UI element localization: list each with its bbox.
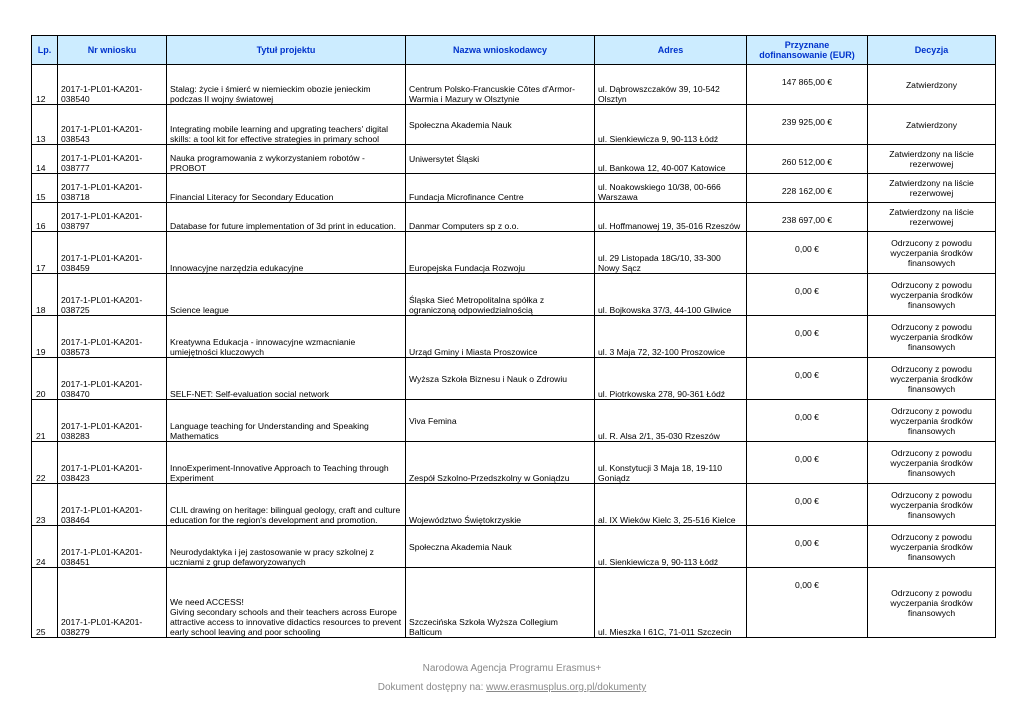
cell-title: Nauka programowania z wykorzystaniem robotów - PROBOT	[167, 145, 406, 174]
cell-address: ul. Hoffmanowej 19, 35-016 Rzeszów	[595, 203, 747, 232]
cell-title: Kreatywna Edukacja - innowacyjne wzmacnianie umiejętności kluczowych	[167, 316, 406, 358]
cell-lp: 18	[32, 274, 58, 316]
cell-nr: 2017-1-PL01-KA201-038718	[58, 174, 167, 203]
cell-amount: 0,00 €	[747, 442, 868, 484]
header-decision: Decyzja	[868, 36, 996, 65]
cell-amount: 147 865,00 €	[747, 65, 868, 105]
cell-decision: Odrzucony z powodu wyczerpania środków finansowych	[868, 400, 996, 442]
cell-title: Financial Literacy for Secondary Education	[167, 174, 406, 203]
table-header-row	[32, 36, 996, 65]
cell-amount: 0,00 €	[747, 358, 868, 400]
cell-decision: Odrzucony z powodu wyczerpania środków finansowych	[868, 358, 996, 400]
footer-document	[0, 681, 1024, 695]
footer-agency: Narodowa Agencja Programu Erasmus+	[422, 663, 602, 674]
cell-amount: 0,00 €	[747, 568, 868, 638]
cell-applicant: Centrum Polsko-Francuskie Côtes d'Armor-Warmia i Mazury w Olsztynie	[406, 65, 595, 105]
cell-nr: 2017-1-PL01-KA201-038540	[58, 65, 167, 105]
cell-applicant: Społeczna Akademia Nauk	[406, 526, 595, 568]
cell-amount: 228 162,00 €	[747, 174, 868, 203]
cell-lp: 13	[32, 105, 58, 145]
cell-title: Science league	[167, 274, 406, 316]
cell-amount: 0,00 €	[747, 526, 868, 568]
header-amount: Przyznane dofinansowanie (EUR)	[747, 36, 868, 65]
cell-title: InnoExperiment-Innovative Approach to Teaching through Experiment	[167, 442, 406, 484]
footer-prefix: Dokument dostępny na:	[377, 682, 487, 693]
cell-amount: 0,00 €	[747, 484, 868, 526]
cell-address: ul. Konstytucji 3 Maja 18, 19-110 Goniądz	[595, 442, 747, 484]
cell-lp: 22	[32, 442, 58, 484]
cell-amount: 260 512,00 €	[747, 145, 868, 174]
table-row	[32, 484, 996, 526]
table-row	[32, 400, 996, 442]
cell-applicant: Zespół Szkolno-Przedszkolny w Goniądzu	[406, 442, 595, 484]
table-row	[32, 568, 996, 638]
table-row	[32, 65, 996, 105]
cell-address: ul. Piotrkowska 278, 90-361 Łódź	[595, 358, 747, 400]
cell-decision: Zatwierdzony	[868, 105, 996, 145]
cell-applicant: Europejska Fundacja Rozwoju	[406, 232, 595, 274]
cell-decision: Zatwierdzony na liście rezerwowej	[868, 174, 996, 203]
cell-lp: 23	[32, 484, 58, 526]
cell-applicant: Śląska Sieć Metropolitalna spółka z ograniczoną odpowiedzialnością	[406, 274, 595, 316]
table-row	[32, 526, 996, 568]
cell-applicant: Viva Femina	[406, 400, 595, 442]
header-address: Adres	[595, 36, 747, 65]
cell-nr: 2017-1-PL01-KA201-038283	[58, 400, 167, 442]
cell-amount: 0,00 €	[747, 400, 868, 442]
cell-applicant: Województwo Świętokrzyskie	[406, 484, 595, 526]
cell-lp: 19	[32, 316, 58, 358]
cell-amount: 0,00 €	[747, 232, 868, 274]
table-row	[32, 232, 996, 274]
table-row	[32, 174, 996, 203]
cell-nr: 2017-1-PL01-KA201-038459	[58, 232, 167, 274]
cell-decision: Odrzucony z powodu wyczerpania środków finansowych	[868, 316, 996, 358]
cell-applicant: Szczecińska Szkoła Wyższa Collegium Balticum	[406, 568, 595, 638]
cell-lp: 15	[32, 174, 58, 203]
cell-decision: Odrzucony z powodu wyczerpania środków finansowych	[868, 232, 996, 274]
cell-address: ul. R. Alsa 2/1, 35-030 Rzeszów	[595, 400, 747, 442]
cell-address: ul. 3 Maja 72, 32-100 Proszowice	[595, 316, 747, 358]
cell-decision: Odrzucony z powodu wyczerpania środków finansowych	[868, 568, 996, 638]
cell-address: al. IX Wieków Kielc 3, 25-516 Kielce	[595, 484, 747, 526]
cell-applicant: Urząd Gminy i Miasta Proszowice	[406, 316, 595, 358]
cell-applicant: Uniwersytet Śląski	[406, 145, 595, 174]
header-applicant: Nazwa wnioskodawcy	[406, 36, 595, 65]
cell-nr: 2017-1-PL01-KA201-038464	[58, 484, 167, 526]
table-row	[32, 105, 996, 145]
cell-applicant: Społeczna Akademia Nauk	[406, 105, 595, 145]
cell-address: ul. Bankowa 12, 40-007 Katowice	[595, 145, 747, 174]
cell-nr: 2017-1-PL01-KA201-038451	[58, 526, 167, 568]
cell-decision: Odrzucony z powodu wyczerpania środków finansowych	[868, 526, 996, 568]
cell-nr: 2017-1-PL01-KA201-038543	[58, 105, 167, 145]
cell-title: Database for future implementation of 3d print in education.	[167, 203, 406, 232]
cell-decision: Odrzucony z powodu wyczerpania środków finansowych	[868, 442, 996, 484]
table-row	[32, 203, 996, 232]
cell-title: Neurodydaktyka i jej zastosowanie w pracy szkolnej z uczniami z grup defaworyzowanych	[167, 526, 406, 568]
table-row	[32, 316, 996, 358]
cell-nr: 2017-1-PL01-KA201-038423	[58, 442, 167, 484]
cell-nr: 2017-1-PL01-KA201-038470	[58, 358, 167, 400]
projects-table	[31, 35, 996, 638]
cell-address: ul. Sienkiewicza 9, 90-113 Łódź	[595, 105, 747, 145]
cell-lp: 17	[32, 232, 58, 274]
cell-decision: Zatwierdzony	[868, 65, 996, 105]
cell-nr: 2017-1-PL01-KA201-038725	[58, 274, 167, 316]
cell-title: Stalag: życie i śmierć w niemieckim obozie jenieckim podczas II wojny światowej	[167, 65, 406, 105]
cell-nr: 2017-1-PL01-KA201-038777	[58, 145, 167, 174]
cell-decision: Odrzucony z powodu wyczerpania środków finansowych	[868, 274, 996, 316]
cell-amount: 0,00 €	[747, 316, 868, 358]
cell-address: ul. Dąbrowszczaków 39, 10-542 Olsztyn	[595, 65, 747, 105]
header-title: Tytuł projektu	[167, 36, 406, 65]
header-nr: Nr wniosku	[58, 36, 167, 65]
cell-nr: 2017-1-PL01-KA201-038797	[58, 203, 167, 232]
cell-title: Integrating mobile learning and upgrating teachers' digital skills: a tool kit for effective strategies in primary school	[167, 105, 406, 145]
cell-decision: Zatwierdzony na liście rezerwowej	[868, 203, 996, 232]
cell-address: ul. Sienkiewicza 9, 90-113 Łódź	[595, 526, 747, 568]
cell-decision: Zatwierdzony na liście rezerwowej	[868, 145, 996, 174]
header-lp: Lp.	[32, 36, 58, 65]
cell-lp: 20	[32, 358, 58, 400]
cell-lp: 14	[32, 145, 58, 174]
footer-link[interactable]: www.erasmusplus.org.pl/dokumenty	[486, 682, 647, 693]
cell-address: ul. Mieszka I 61C, 71-011 Szczecin	[595, 568, 747, 638]
cell-title: CLIL drawing on heritage: bilingual geology, craft and culture education for the region's development and promotion.	[167, 484, 406, 526]
table-row	[32, 274, 996, 316]
cell-nr: 2017-1-PL01-KA201-038279	[58, 568, 167, 638]
cell-address: ul. 29 Listopada 18G/10, 33-300 Nowy Sącz	[595, 232, 747, 274]
cell-title: SELF-NET: Self-evaluation social network	[167, 358, 406, 400]
cell-amount: 0,00 €	[747, 274, 868, 316]
cell-amount: 239 925,00 €	[747, 105, 868, 145]
cell-nr: 2017-1-PL01-KA201-038573	[58, 316, 167, 358]
cell-lp: 12	[32, 65, 58, 105]
cell-decision: Odrzucony z powodu wyczerpania środków finansowych	[868, 484, 996, 526]
cell-lp: 24	[32, 526, 58, 568]
cell-title: We need ACCESS! Giving secondary schools and their teachers across Europe attractive access to innovative didactics resources to prevent early school leaving and poor schooling	[167, 568, 406, 638]
cell-applicant: Fundacja Microfinance Centre	[406, 174, 595, 203]
table-row	[32, 358, 996, 400]
table-row	[32, 145, 996, 174]
cell-address: ul. Noakowskiego 10/38, 00-666 Warszawa	[595, 174, 747, 203]
cell-title: Language teaching for Understanding and Speaking Mathematics	[167, 400, 406, 442]
cell-applicant: Danmar Computers sp z o.o.	[406, 203, 595, 232]
cell-lp: 16	[32, 203, 58, 232]
table-row	[32, 442, 996, 484]
cell-title: Innowacyjne narzędzia edukacyjne	[167, 232, 406, 274]
cell-lp: 21	[32, 400, 58, 442]
cell-address: ul. Bojkowska 37/3, 44-100 Gliwice	[595, 274, 747, 316]
cell-applicant: Wyższa Szkoła Biznesu i Nauk o Zdrowiu	[406, 358, 595, 400]
cell-lp: 25	[32, 568, 58, 638]
cell-amount: 238 697,00 €	[747, 203, 868, 232]
